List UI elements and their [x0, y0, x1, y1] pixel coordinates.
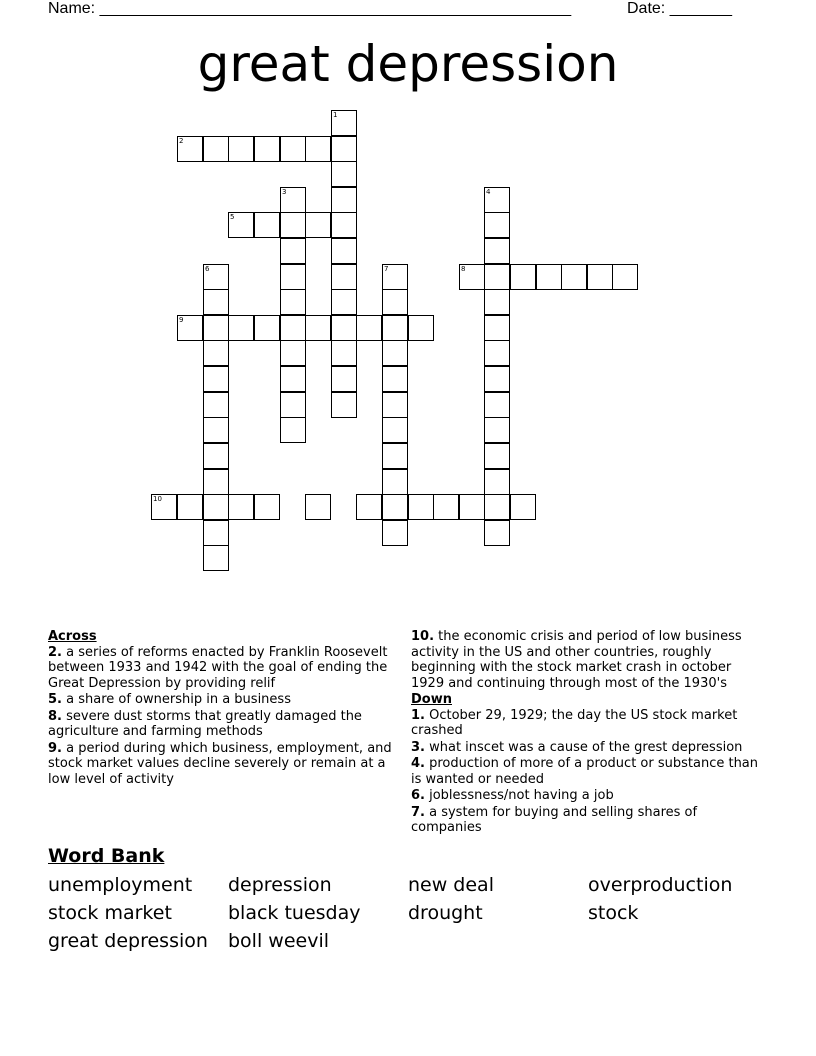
crossword-cell[interactable] — [177, 136, 203, 162]
crossword-cell[interactable] — [484, 520, 510, 546]
page-title: great depression — [197, 35, 619, 93]
crossword-cell[interactable] — [484, 212, 510, 238]
crossword-cell[interactable] — [280, 289, 306, 315]
crossword-cell[interactable] — [382, 289, 408, 315]
crossword-cell[interactable] — [280, 417, 306, 443]
cell-number: 10 — [153, 495, 162, 503]
crossword-cell[interactable] — [203, 366, 229, 392]
crossword-cell[interactable] — [203, 315, 229, 341]
crossword-cell[interactable] — [484, 366, 510, 392]
across-heading: Across — [48, 629, 97, 644]
clue-text: joblessness/not having a job — [424, 788, 614, 803]
clue-number: 2. — [48, 644, 62, 660]
crossword-cell[interactable] — [280, 212, 306, 238]
crossword-cell[interactable] — [305, 315, 331, 341]
crossword-cell[interactable] — [459, 494, 485, 520]
clue-text: a share of ownership in a business — [61, 692, 291, 707]
crossword-cell[interactable] — [484, 264, 510, 290]
clue-down-6 — [411, 788, 761, 804]
crossword-cell[interactable] — [382, 417, 408, 443]
crossword-cell[interactable] — [254, 315, 280, 341]
crossword-cell[interactable] — [203, 520, 229, 546]
clue-number: 6. — [411, 788, 425, 803]
clues-right-column — [411, 629, 761, 837]
crossword-cell[interactable] — [151, 494, 177, 520]
clue-across-8 — [48, 709, 398, 740]
word-bank-item: unemployment — [48, 874, 193, 896]
crossword-cell[interactable] — [203, 340, 229, 366]
crossword-cell[interactable] — [484, 443, 510, 469]
crossword-cell[interactable] — [510, 264, 536, 290]
word-bank-item: boll weevil — [228, 930, 330, 952]
crossword-cell[interactable] — [331, 212, 357, 238]
crossword-cell[interactable] — [408, 494, 434, 520]
clue-text: October 29, 1929; the day the US stock market crashed — [411, 707, 738, 738]
crossword-cell[interactable] — [382, 443, 408, 469]
word-bank-item: stock market — [48, 902, 172, 924]
crossword-cell[interactable] — [305, 494, 331, 520]
crossword-cell[interactable] — [280, 238, 306, 264]
crossword-cell[interactable] — [305, 136, 331, 162]
crossword-cell[interactable] — [484, 289, 510, 315]
crossword-cell[interactable] — [280, 264, 306, 290]
crossword-cell[interactable] — [356, 315, 382, 341]
crossword-cell[interactable] — [203, 494, 229, 520]
clue-down-4 — [411, 756, 761, 787]
crossword-cell[interactable] — [203, 443, 229, 469]
clue-number: 7. — [411, 804, 425, 820]
crossword-cell[interactable] — [356, 494, 382, 520]
crossword-cell[interactable] — [331, 238, 357, 264]
crossword-cell[interactable] — [331, 136, 357, 162]
crossword-cell[interactable] — [228, 136, 254, 162]
crossword-cell[interactable] — [331, 289, 357, 315]
clue-down-3 — [411, 740, 761, 756]
crossword-cell[interactable] — [280, 366, 306, 392]
crossword-cell[interactable] — [484, 417, 510, 443]
crossword-cell[interactable] — [203, 417, 229, 443]
clue-across-2 — [48, 645, 398, 692]
word-bank-item: great depression — [48, 930, 208, 952]
crossword-cell[interactable] — [280, 136, 306, 162]
crossword-cell[interactable] — [177, 315, 203, 341]
crossword-cell[interactable] — [382, 520, 408, 546]
cell-number: 3 — [282, 188, 287, 196]
crossword-cell[interactable] — [203, 289, 229, 315]
down-heading: Down — [411, 692, 452, 707]
crossword-cell[interactable] — [382, 469, 408, 495]
crossword-cell[interactable] — [203, 392, 229, 418]
crossword-cell[interactable] — [203, 136, 229, 162]
crossword-cell[interactable] — [331, 392, 357, 418]
crossword-cell[interactable] — [228, 315, 254, 341]
word-bank-item: drought — [408, 902, 483, 924]
clue-number: 9. — [48, 740, 62, 756]
cell-number: 1 — [333, 111, 338, 119]
crossword-cell[interactable] — [484, 392, 510, 418]
crossword-cell[interactable] — [484, 469, 510, 495]
crossword-cell[interactable] — [382, 494, 408, 520]
crossword-cell[interactable] — [459, 264, 485, 290]
crossword-cell[interactable] — [254, 136, 280, 162]
crossword-cell[interactable] — [484, 340, 510, 366]
crossword-cell[interactable] — [203, 469, 229, 495]
crossword-cell[interactable] — [484, 494, 510, 520]
crossword-cell[interactable] — [612, 264, 638, 290]
crossword-cell[interactable] — [433, 494, 459, 520]
crossword-cell[interactable] — [536, 264, 562, 290]
crossword-cell[interactable] — [484, 238, 510, 264]
crossword-cell[interactable] — [484, 187, 510, 213]
crossword-cell[interactable] — [484, 315, 510, 341]
clue-across-10 — [411, 629, 761, 691]
cell-number: 7 — [384, 265, 389, 273]
crossword-cell[interactable] — [280, 187, 306, 213]
clue-number: 5. — [48, 692, 62, 707]
crossword-cell[interactable] — [587, 264, 613, 290]
word-bank-item: new deal — [408, 874, 494, 896]
crossword-cell[interactable] — [331, 315, 357, 341]
crossword-cell[interactable] — [382, 366, 408, 392]
crossword-cell[interactable] — [203, 264, 229, 290]
crossword-cell[interactable] — [331, 340, 357, 366]
clue-text: production of more of a product or substance than is wanted or needed — [411, 756, 759, 787]
cell-number: 9 — [179, 316, 184, 324]
crossword-cell[interactable] — [408, 315, 434, 341]
crossword-cell[interactable] — [254, 212, 280, 238]
crossword-cell[interactable] — [228, 494, 254, 520]
crossword-cell[interactable] — [331, 161, 357, 187]
cell-number: 4 — [486, 188, 491, 196]
crossword-cell[interactable] — [280, 315, 306, 341]
crossword-cell[interactable] — [280, 340, 306, 366]
word-bank-heading: Word Bank — [48, 845, 165, 867]
crossword-cell[interactable] — [382, 264, 408, 290]
word-bank-item: stock — [588, 902, 639, 924]
word-bank-item: overproduction — [588, 874, 733, 896]
crossword-cell[interactable] — [382, 340, 408, 366]
date-line[interactable]: Date: _______ — [627, 0, 732, 17]
crossword-cell[interactable] — [510, 494, 536, 520]
crossword-cell[interactable] — [331, 187, 357, 213]
crossword-cell[interactable] — [203, 545, 229, 571]
crossword-cell[interactable] — [177, 494, 203, 520]
clue-number: 3. — [411, 739, 425, 755]
cell-number: 5 — [230, 213, 235, 221]
cell-number: 6 — [205, 265, 210, 273]
clue-number: 1. — [411, 707, 425, 723]
crossword-cell[interactable] — [382, 392, 408, 418]
clue-text: severe dust storms that greatly damaged the agriculture and farming methods — [48, 708, 362, 739]
cell-number: 8 — [461, 265, 466, 273]
clue-text: a series of reforms enacted by Franklin Roosevelt between 1933 and 1942 with the goal of ending the Great Depression by providing relif — [48, 644, 388, 691]
clues-left-column — [48, 629, 398, 788]
crossword-cell[interactable] — [561, 264, 587, 290]
clue-number: 4. — [411, 756, 425, 771]
cell-number: 2 — [179, 137, 184, 145]
crossword-cell[interactable] — [331, 264, 357, 290]
clue-across-5 — [48, 692, 398, 708]
clue-text: a period during which business, employment, and stock market values decline severely or remain at a low level of activity — [48, 740, 392, 787]
crossword-cell[interactable] — [305, 212, 331, 238]
crossword-cell[interactable] — [331, 366, 357, 392]
word-bank-item: depression — [228, 874, 332, 896]
word-bank-item: black tuesday — [228, 902, 361, 924]
name-line[interactable]: Name: _____________________________________________________ — [48, 0, 572, 17]
clue-down-7 — [411, 805, 761, 836]
crossword-cell[interactable] — [280, 392, 306, 418]
clue-down-1 — [411, 708, 761, 739]
crossword-cell[interactable] — [254, 494, 280, 520]
crossword-cell[interactable] — [228, 212, 254, 238]
clue-text: what inscet was a cause of the grest depression — [424, 739, 743, 755]
clue-number: 10. — [411, 629, 435, 644]
crossword-cell[interactable] — [331, 110, 357, 136]
clue-number: 8. — [48, 708, 62, 724]
clue-text: the economic crisis and period of low business activity in the US and other countries, roughly beginning with the stock market crash in october 1929 and continuing through most of the 1930's — [411, 629, 742, 691]
clue-text: a system for buying and selling shares of companies — [411, 804, 698, 835]
clue-across-9 — [48, 741, 398, 788]
crossword-cell[interactable] — [382, 315, 408, 341]
